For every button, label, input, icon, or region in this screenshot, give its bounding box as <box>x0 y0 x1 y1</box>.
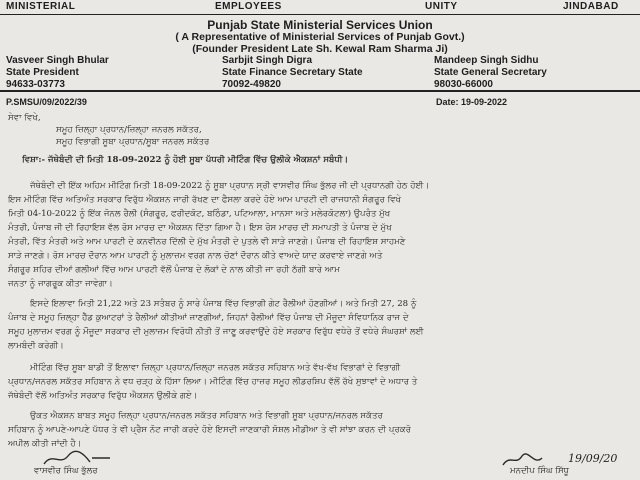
officer-phone: 70092-49820 <box>222 79 281 90</box>
recipient-line-2: ਸਮੂਹ ਵਿਭਾਗੀ ਸੂਬਾ ਪ੍ਰਧਾਨ/ਸੂਬਾ ਜਨਰਲ ਸਕੱਤਰ <box>56 137 210 147</box>
left-signatory-name: ਵਾਸਵੀਰ ਸਿੰਘ ਭੁੱਲਰ <box>34 466 98 476</box>
paragraph-1-line: ਇਸ ਮੀਟਿੰਗ ਵਿੱਚ ਅਤਿਅੰਤ ਸਰਕਾਰ ਵਿਰੁੱਧ ਐਕਸ਼ਨ ਜਾਰੀ ਰੱਖਣ ਦਾ ਫੈਸਲਾ ਕਰਦੇ ਹੋਏ ਆਮ ਪਾਰਟੀ ਦੀ ਰਾਜਧਾਨੀ ਸੰਗਰੂਰ ਵਿਖੇ <box>8 195 402 205</box>
header-rule-bottom <box>0 90 640 92</box>
reference-number <box>6 97 87 107</box>
officer-name: Vasveer Singh Bhular <box>6 55 109 66</box>
recipient-line-1: ਸਮੂਹ ਜ਼ਿਲ੍ਹਾ ਪ੍ਰਧਾਨ/ਜ਼ਿਲ੍ਹਾ ਜਨਰਲ ਸਕੱਤਰ, <box>56 125 202 135</box>
officer-role: State President <box>6 67 79 78</box>
union-founder: (Founder President Late Sh. Kewal Ram Sharma Ji) <box>192 43 448 55</box>
paragraph-1-line: ਜਨਤਾ ਨੂੰ ਜਾਗਰੂਕ ਕੀਤਾ ਜਾਵੇਗਾ। <box>8 279 113 289</box>
reference-prefix: P.SMSU/09/2022/ <box>6 97 77 107</box>
right-signature-date: 19/09/20 <box>568 452 618 465</box>
header-rule-top <box>0 14 640 15</box>
paragraph-3-line: ਜੱਥੇਬੰਦੀ ਵੱਲੋਂ ਅਤਿਅੰਤ ਸਰਕਾਰ ਵਿਰੁੱਧ ਐਕਸ਼ਨ ਉਲੀਕੇ ਗਏ। <box>8 391 198 401</box>
paragraph-3-line: ਪ੍ਰਧਾਨ/ਜਨਰਲ ਸਕੱਤਰ ਸਹਿਬਾਨ ਨੇ ਵਧ ਚੜ੍ਹ ਕੇ ਹਿੱਸਾ ਲਿਆ। ਮੀਟਿੰਗ ਵਿੱਚ ਹਾਜ਼ਰ ਸਮੂਹ ਲੀਡਰਸ਼ਿਪ ਵੱਲੋਂ ਰੱਖੇ ਸੁਝਾਵਾਂ ਦੇ ਅਧਾਰ ਤੇ <box>8 377 418 387</box>
officer-role: State Finance Secretary State <box>222 67 363 78</box>
motto-word-3: UNITY <box>425 1 458 12</box>
salutation: ਸੇਵਾ ਵਿਖੇ, <box>8 113 41 123</box>
motto-word-2: EMPLOYEES <box>215 1 282 12</box>
officer-president <box>6 55 109 91</box>
motto-word-4: JINDABAD <box>563 1 619 12</box>
right-signatory-name: ਮਨਦੀਪ ਸਿੰਘ ਸਿੱਧੂ <box>510 466 570 476</box>
paragraph-4-line: ਸਹਿਬਾਨ ਨੂੰ ਆਪਣੇ-ਆਪਣੇ ਪੱਧਰ ਤੇ ਵੀ ਪ੍ਰੈਸ ਨੋਟ ਜਾਰੀ ਕਰਦੇ ਹੋਏ ਇਸਦੀ ਜਾਣਕਾਰੀ ਸੋਸ਼ਲ ਮੀਡੀਆ ਤੇ ਵੀ ਸਾਂਝਾ ਕਰਨ ਦੀ ਪ੍ਰਕਰੋ <box>8 425 411 435</box>
paragraph-1-line: ਮਿਤੀ 04-10-2022 ਨੂੰ ਇੱਕ ਜੋਨਲ ਰੈਲੀ (ਸੰਗਰੂਰ, ਫਰੀਦਕੋਟ, ਬਠਿੰਡਾ, ਪਟਿਆਲਾ, ਮਾਨਸਾ ਅਤੇ ਮਲੇਰਕੋਟਲਾ) ਉਪਰੰਤ ਮੁੱਖ <box>8 209 391 219</box>
paragraph-4-line: ਅਪੀਲ ਕੀਤੀ ਜਾਂਦੀ ਹੈ। <box>8 439 82 449</box>
officer-phone: 94633-03773 <box>6 79 65 90</box>
paragraph-2-line: ਪੰਜਾਬ ਦੇ ਸਮੂਹ ਜ਼ਿਲ੍ਹਾ ਹੈੱਡ ਕੁਆਟਰਾਂ ਤੇ ਰੈਲੀਆਂ ਕੀਤੀਆਂ ਜਾਣਗੀਆਂ, ਜਿਹਨਾਂ ਰੈਲੀਆਂ ਵਿੱਚ ਪੰਜਾਬ ਦੀ ਮੌਜੂਦਾ ਸੰਵਿਧਾਨਿਕ ਰਾਜ ਦੇ <box>8 313 409 323</box>
officer-finance-secretary <box>222 55 363 91</box>
officer-role: State General Secretary <box>434 67 547 78</box>
paragraph-1-line: ਮੰਤਰੀ, ਵਿੱਤ ਮੰਤਰੀ ਅਤੇ ਆਮ ਪਾਰਟੀ ਦੇ ਕਨਵੀਨਰ ਦਿੱਲੀ ਦੇ ਮੁੱਖ ਮੰਤਰੀ ਦੇ ਪੁਤਲੇ ਵੀ ਸਾੜੇ ਜਾਣਗੇ। ਪੰਜਾਬ ਦੀ ਰਿਹਾਇਸ਼ ਸਾਹਮਣੇ <box>8 237 406 247</box>
officer-name: Mandeep Singh Sidhu <box>434 55 539 66</box>
motto-word-1: MINISTERIAL <box>6 1 76 12</box>
letter-date: Date: 19-09-2022 <box>436 97 508 107</box>
paragraph-1-line: ਸੰਗਰੂਰ ਸ਼ਹਿਰ ਦੀਆਂ ਗਲੀਆਂ ਵਿੱਚ ਆਮ ਪਾਰਟੀ ਵੱਲੋਂ ਪੰਜਾਬ ਦੇ ਲੋਕਾਂ ਦੇ ਨਾਲ ਕੀਤੀ ਜਾ ਰਹੀ ਠੱਗੀ ਬਾਰੇ ਆਮ <box>8 265 340 275</box>
paragraph-1-line: ਸਾੜੇ ਜਾਣਗੇ। ਰੋਸ ਮਾਰਚ ਦੌਰਾਨ ਆਮ ਪਾਰਟੀ ਨੂੰ ਮੁਲਾਜ਼ਮ ਵਰਗ ਨਾਲ ਚੋਣਾਂ ਦੌਰਾਨ ਕੀਤੇ ਵਾਅਦੇ ਯਾਦ ਕਰਵਾਏ ਜਾਣਗੇ ਅਤੇ <box>8 251 383 261</box>
union-subtitle: ( A Representative of Ministerial Services of Punjab Govt.) <box>175 31 465 43</box>
paragraph-1-line: ਜੱਥੇਬੰਦੀ ਦੀ ਇੱਕ ਅਹਿਮ ਮੀਟਿੰਗ ਮਿਤੀ 18-09-2022 ਨੂੰ ਸੂਬਾ ਪ੍ਰਧਾਨ ਸ੍ਰੀ ਵਾਸਵੀਰ ਸਿੰਘ ਭੁੱਲਰ ਜੀ ਦੀ ਪ੍ਰਧਾਨਗੀ ਹੇਠ ਹੋਈ। <box>30 181 430 191</box>
officer-name: Sarbjit Singh Digra <box>222 55 313 66</box>
paragraph-2-line: ਇਸਦੇ ਇਲਾਵਾ ਮਿਤੀ 21,22 ਅਤੇ 23 ਸਤੰਬਰ ਨੂੰ ਸਾਰੇ ਪੰਜਾਬ ਵਿੱਚ ਵਿਭਾਗੀ ਗੇਟ ਰੈਲੀਆਂ ਹੋਣਗੀਆਂ। ਅਤੇ ਮਿਤੀ 27, 28 ਨੂੰ <box>30 299 417 309</box>
paragraph-3-line: ਮੀਟਿੰਗ ਵਿੱਚ ਸੂਬਾ ਬਾਡੀ ਤੋਂ ਇਲਾਵਾ ਜ਼ਿਲ੍ਹਾ ਪ੍ਰਧਾਨ/ਜ਼ਿਲ੍ਹਾ ਜਨਰਲ ਸਕੱਤਰ ਸਹਿਬਾਨ ਅਤੇ ਵੱਖ-ਵੱਖ ਵਿਭਾਗਾਂ ਦੇ ਵਿਭਾਗੀ <box>30 363 401 373</box>
reference-serial: 39 <box>76 97 87 107</box>
paragraph-2-line: ਲਾਮਬੰਦੀ ਕਰੇਗੀ। <box>8 341 64 351</box>
officer-general-secretary <box>434 55 547 91</box>
paragraph-4-line: ਉਕਤ ਐਕਸ਼ਨ ਬਾਬਤ ਸਮੂਹ ਜ਼ਿਲ੍ਹਾ ਪ੍ਰਧਾਨ/ਜਨਰਲ ਸਕੱਤਰ ਸਹਿਬਾਨ ਅਤੇ ਵਿਭਾਗੀ ਸੂਬਾ ਪ੍ਰਧਾਨ/ਜਨਰਲ ਸਕੱਤਰ <box>30 411 383 421</box>
officer-phone: 98030-66000 <box>434 79 493 90</box>
paragraph-2-line: ਸਮੂਹ ਮੁਲਾਜ਼ਮ ਵਰਗ ਨੂੰ ਮੌਜੂਦਾ ਸਰਕਾਰ ਦੀ ਮੁਲਾਜ਼ਮ ਵਿਰੋਧੀ ਨੀਤੀ ਤੋਂ ਜਾਣੂ ਕਰਵਾਉਂਦੇ ਹੋਏ ਸਰਕਾਰ ਵਿਰੁੱਧ ਵਧੇਰੇ ਤੋਂ ਵਧੇਰੇ ਸੰਘਰਸ਼ਾਂ ਲਈ <box>8 327 424 337</box>
paragraph-1-line: ਮੰਤਰੀ, ਪੰਜਾਬ ਜੀ ਦੀ ਰਿਹਾਇਸ਼ ਵੱਲ ਰੋਸ ਮਾਰਚ ਦਾ ਐਕਸ਼ਨ ਦਿੱਤਾ ਗਿਆ ਹੈ। ਇਸ ਰੋਸ ਮਾਰਚ ਦੀ ਸਮਾਪਤੀ ਤੇ ਪੰਜਾਬ ਦੇ ਮੁੱਖ <box>8 223 392 233</box>
union-title: Punjab State Ministerial Services Union <box>207 18 433 32</box>
subject-line: ਵਿਸ਼ਾ:- ਜੱਥੇਬੰਦੀ ਦੀ ਮਿਤੀ 18-09-2022 ਨੂੰ ਹੋਈ ਸੂਬਾ ਪੱਧਰੀ ਮੀਟਿੰਗ ਵਿੱਚ ਉਲੀਕੇ ਐਕਸ਼ਨਾਂ ਸਬੰਧੀ। <box>22 155 349 165</box>
